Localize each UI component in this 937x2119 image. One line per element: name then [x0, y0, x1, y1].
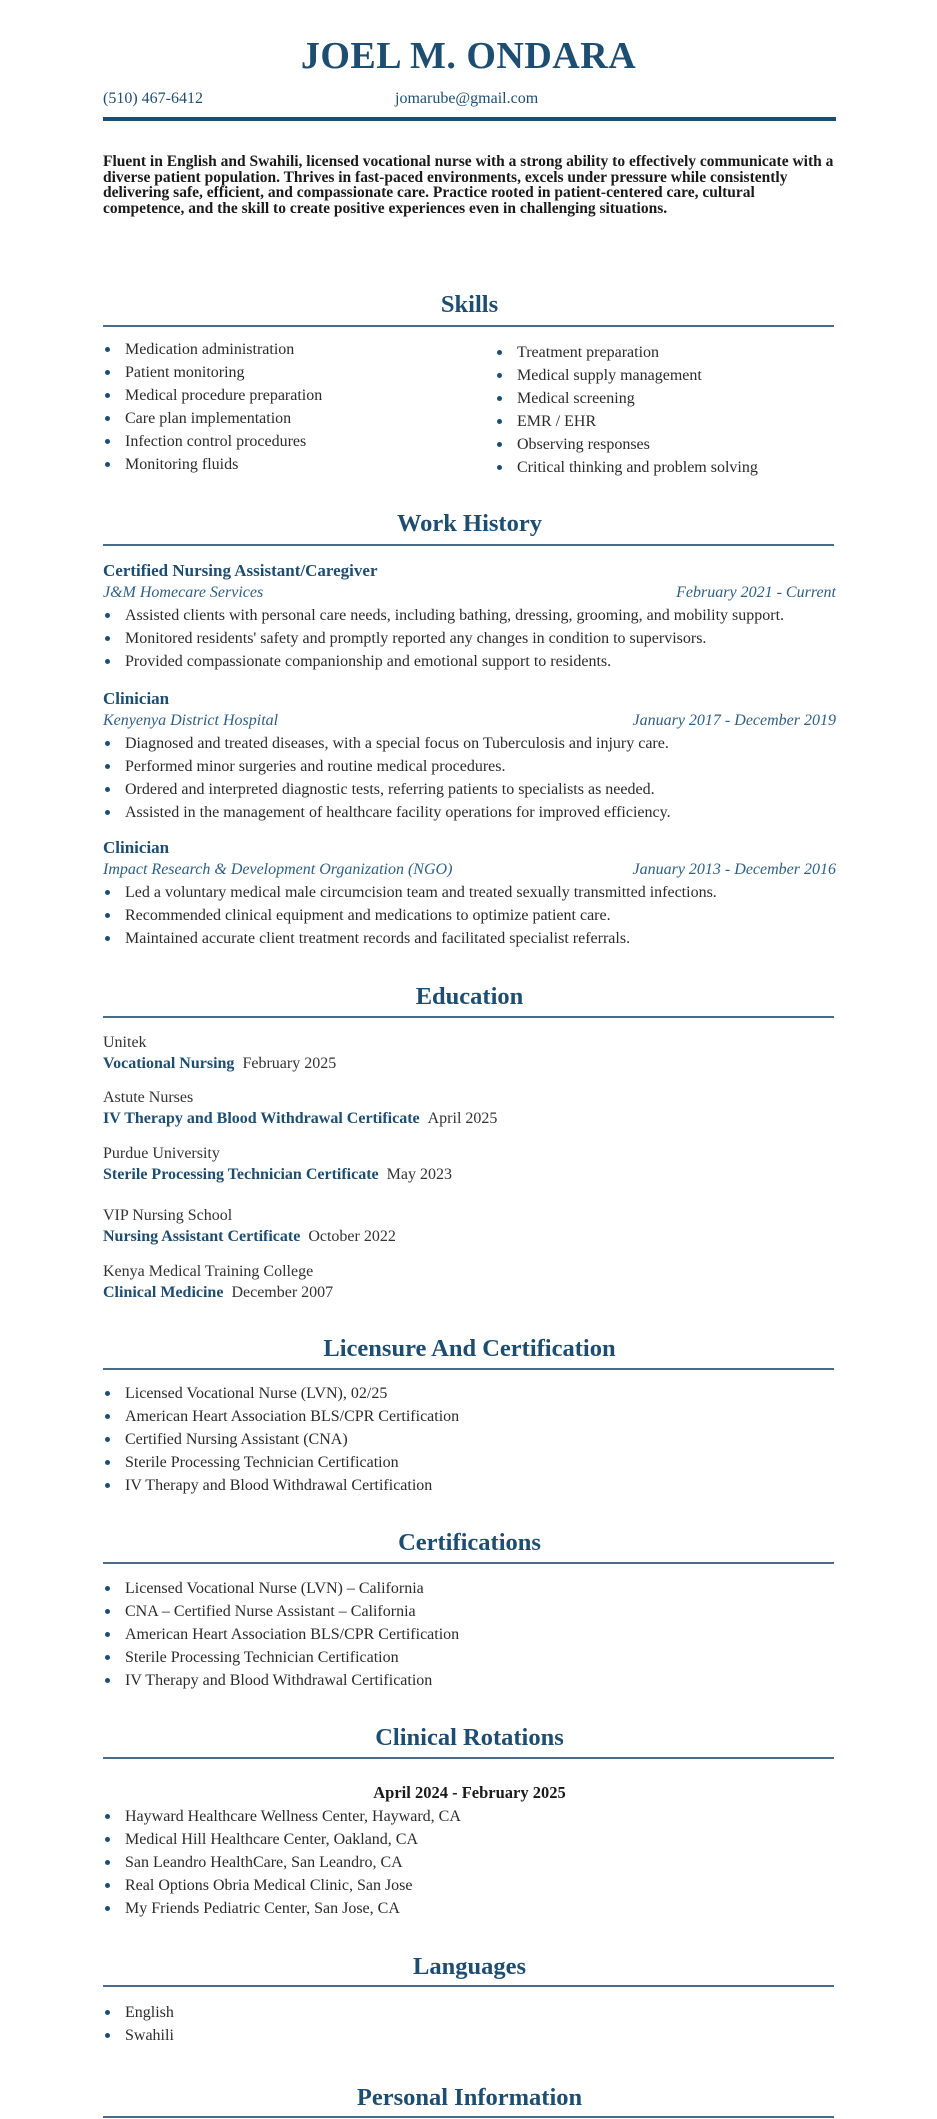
section-title-skills: Skills	[440, 291, 499, 318]
certifications-list	[103, 1577, 459, 1692]
rotation-item: My Friends Pediatric Center, San Jose, CA	[103, 1897, 461, 1920]
job-title: Certified Nursing Assistant/Caregiver	[103, 561, 378, 580]
section-title-education: Education	[415, 983, 524, 1010]
job-bullet: Recommended clinical equipment and medications to optimize patient care.	[103, 904, 836, 927]
job-entry	[103, 837, 836, 950]
education-school: VIP Nursing School	[103, 1207, 233, 1224]
job-meta	[103, 582, 836, 604]
education-degree: Vocational Nursing	[103, 1055, 235, 1072]
section-title-languages: Languages	[412, 1953, 526, 1980]
section-divider-education	[103, 1016, 834, 1018]
skill-item: Infection control procedures	[103, 430, 322, 453]
email-address: jomarube@gmail.com	[395, 90, 539, 107]
job-bullet: Assisted clients with personal care needs, including bathing, dressing, grooming, and mobility support.	[103, 604, 836, 627]
licensure-item: Certified Nursing Assistant (CNA)	[103, 1428, 459, 1451]
education-degree: Sterile Processing Technician Certificate	[103, 1166, 379, 1183]
job-dates: January 2017 - December 2019	[632, 712, 836, 729]
skill-item: Care plan implementation	[103, 407, 322, 430]
education-entry	[103, 1032, 336, 1074]
job-bullet: Ordered and interpreted diagnostic tests, referring patients to specialists as needed.	[103, 778, 836, 801]
header-divider	[103, 117, 836, 121]
job-organization: Impact Research & Development Organization (NGO)	[103, 861, 453, 878]
languages-list	[103, 2001, 174, 2047]
skill-item: Medication administration	[103, 338, 322, 361]
education-degree: Nursing Assistant Certificate	[103, 1228, 301, 1245]
job-title: Clinician	[103, 838, 170, 857]
job-bullet: Diagnosed and treated diseases, with a special focus on Tuberculosis and injury care.	[103, 732, 836, 755]
education-date: February 2025	[242, 1055, 337, 1072]
education-entry	[103, 1205, 396, 1247]
job-entry	[103, 560, 836, 673]
section-divider-personal-information	[103, 2116, 834, 2118]
section-title-clinical-rotations: Clinical Rotations	[375, 1724, 564, 1751]
section-divider-licensure	[103, 1368, 834, 1370]
rotation-item: Medical Hill Healthcare Center, Oakland, CA	[103, 1828, 461, 1851]
job-bullet: Performed minor surgeries and routine medical procedures.	[103, 755, 836, 778]
job-dates: February 2021 - Current	[676, 584, 836, 601]
job-dates: January 2013 - December 2016	[632, 861, 836, 878]
section-title-work-history: Work History	[397, 510, 542, 537]
rotation-period: April 2024 - February 2025	[373, 1783, 566, 1802]
education-school: Unitek	[103, 1034, 147, 1051]
section-title-certifications: Certifications	[398, 1529, 541, 1556]
skill-item: Observing responses	[495, 433, 758, 456]
section-title-personal-information: Personal Information	[356, 2084, 583, 2111]
phone-number: (510) 467-6412	[103, 90, 203, 107]
job-title: Clinician	[103, 689, 170, 708]
job-meta	[103, 859, 836, 881]
job-bullet: Led a voluntary medical male circumcision team and treated sexually transmitted infections.	[103, 881, 836, 904]
job-bullet: Provided compassionate companionship and emotional support to residents.	[103, 650, 836, 673]
skill-item: Medical supply management	[495, 364, 758, 387]
licensure-item: IV Therapy and Blood Withdrawal Certification	[103, 1474, 459, 1497]
candidate-name: JOEL M. ONDARA	[300, 35, 637, 77]
job-organization: J&M Homecare Services	[103, 584, 264, 601]
language-item: Swahili	[103, 2024, 174, 2047]
job-meta	[103, 710, 836, 732]
section-divider-languages	[103, 1985, 834, 1987]
licensure-list	[103, 1382, 459, 1497]
skill-item: Medical procedure preparation	[103, 384, 322, 407]
job-bullets	[103, 604, 836, 673]
rotations-list	[103, 1805, 461, 1920]
education-school: Kenya Medical Training College	[103, 1263, 314, 1280]
education-school: Astute Nurses	[103, 1089, 194, 1106]
certification-item: IV Therapy and Blood Withdrawal Certification	[103, 1669, 459, 1692]
certification-item: CNA – Certified Nurse Assistant – California	[103, 1600, 459, 1623]
section-divider-clinical-rotations	[103, 1757, 834, 1759]
certification-item: American Heart Association BLS/CPR Certification	[103, 1623, 459, 1646]
education-entry	[103, 1087, 497, 1129]
skill-item: Monitoring fluids	[103, 453, 322, 476]
certification-item: Sterile Processing Technician Certification	[103, 1646, 459, 1669]
rotation-item: Real Options Obria Medical Clinic, San Jose	[103, 1874, 461, 1897]
education-date: December 2007	[231, 1284, 334, 1301]
skill-item: Treatment preparation	[495, 341, 758, 364]
education-date: October 2022	[308, 1228, 396, 1245]
professional-summary: Fluent in English and Swahili, licensed vocational nurse with a strong ability to effectively communicate with a diverse patient population. Thrives in fast-paced environments, excels under pressure while consistently delivering safe, efficient, and compassionate care. Practice rooted in patient-centered care, cultural competence, and the skill to create positive experiences even in challenging situations.	[103, 153, 834, 217]
job-bullets	[103, 732, 836, 824]
skill-item: Medical screening	[495, 387, 758, 410]
rotation-item: Hayward Healthcare Wellness Center, Hayward, CA	[103, 1805, 461, 1828]
rotation-item: San Leandro HealthCare, San Leandro, CA	[103, 1851, 461, 1874]
skill-item: Patient monitoring	[103, 361, 322, 384]
skill-item: EMR / EHR	[495, 410, 758, 433]
skill-item: Critical thinking and problem solving	[495, 456, 758, 479]
section-divider-skills	[103, 325, 834, 327]
education-date: May 2023	[386, 1166, 452, 1183]
language-item: English	[103, 2001, 174, 2024]
education-degree: IV Therapy and Blood Withdrawal Certificate	[103, 1110, 420, 1127]
section-divider-work-history	[103, 544, 834, 546]
licensure-item: American Heart Association BLS/CPR Certification	[103, 1405, 459, 1428]
licensure-item: Sterile Processing Technician Certification	[103, 1451, 459, 1474]
education-entry	[103, 1261, 333, 1303]
education-date: April 2025	[427, 1110, 498, 1127]
job-bullet: Maintained accurate client treatment records and facilitated specialist referrals.	[103, 927, 836, 950]
skills-list-left	[103, 338, 322, 476]
job-organization: Kenyenya District Hospital	[103, 712, 279, 729]
education-degree: Clinical Medicine	[103, 1284, 224, 1301]
section-title-licensure: Licensure And Certification	[323, 1335, 616, 1362]
job-entry	[103, 688, 836, 824]
job-bullet: Monitored residents' safety and promptly reported any changes in condition to supervisors.	[103, 627, 836, 650]
job-bullets	[103, 881, 836, 950]
education-school: Purdue University	[103, 1145, 220, 1162]
job-bullet: Assisted in the management of healthcare facility operations for improved efficiency.	[103, 801, 836, 824]
education-entry	[103, 1143, 452, 1185]
certification-item: Licensed Vocational Nurse (LVN) – California	[103, 1577, 459, 1600]
skills-list-right	[495, 341, 758, 479]
licensure-item: Licensed Vocational Nurse (LVN), 02/25	[103, 1382, 459, 1405]
section-divider-certifications	[103, 1562, 834, 1564]
